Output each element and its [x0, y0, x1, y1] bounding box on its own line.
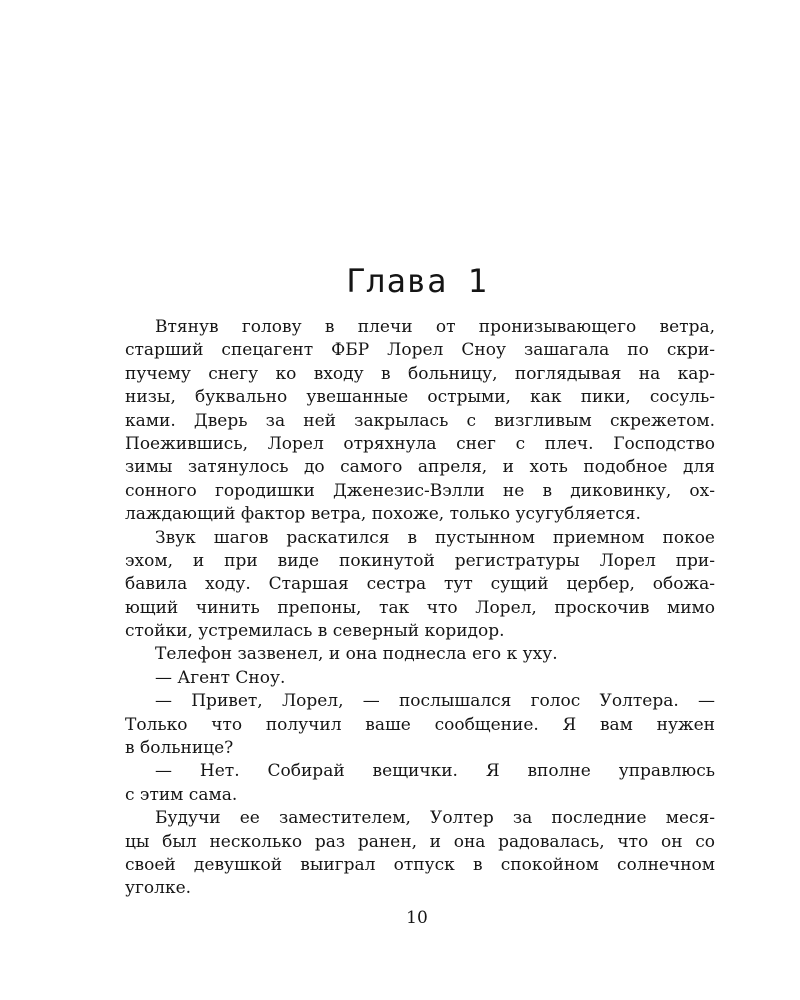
text-line: с этим сама.	[125, 784, 238, 805]
text-line: Звук шагов раскатился в пустынном приемном покое	[155, 527, 715, 548]
chapter-title: Глава 1	[346, 262, 488, 300]
chapter-body-text	[125, 316, 715, 901]
text-line: сонного городишки Дженезис-Вэлли не в диковинку, ох-	[125, 480, 715, 501]
text-line: ками. Дверь за ней закрылась с визгливым скрежетом.	[125, 410, 715, 431]
text-line: Телефон зазвенел, и она поднесла его к уху.	[155, 644, 558, 665]
text-line: лаждающий фактор ветра, похоже, только усугубляется.	[125, 504, 641, 525]
text-line: зимы затянулось до самого апреля, и хоть подобное для	[125, 457, 715, 478]
text-line: старший спецагент ФБР Лорел Сноу зашагала по скри-	[125, 340, 715, 361]
text-line: эхом, и при виде покинутой регистратуры Лорел при-	[125, 550, 715, 571]
text-line: своей девушкой выиграл отпуск в спокойном солнечном	[125, 854, 715, 875]
text-line: Будучи ее заместителем, Уолтер за последние меся-	[155, 808, 715, 829]
text-line: Поежившись, Лорел отряхнула снег с плеч. Господство	[125, 433, 715, 454]
text-line: ющий чинить препоны, так что Лорел, проскочив мимо	[125, 597, 715, 618]
text-line: цы был несколько раз ранен, и она радовалась, что он со	[125, 831, 715, 852]
text-line: в больнице?	[125, 738, 234, 759]
text-line: пучему снегу ко входу в больницу, поглядывая на кар-	[125, 363, 715, 384]
text-line: низы, буквально увешанные острыми, как пики, сосуль-	[125, 387, 715, 408]
text-line: — Агент Сноу.	[155, 667, 286, 688]
page-number: 10	[406, 908, 428, 928]
text-line: уголке.	[125, 878, 192, 899]
text-line: стойки, устремилась в северный коридор.	[125, 621, 505, 642]
text-line: — Привет, Лорел, — послышался голос Уолтера. —	[155, 691, 715, 712]
text-line: Только что получил ваше сообщение. Я вам нужен	[125, 714, 715, 735]
text-line: бавила ходу. Старшая сестра тут сущий цербер, обожа-	[125, 574, 715, 595]
text-line: — Нет. Собирай вещички. Я вполне управлюсь	[155, 761, 715, 782]
text-line: Втянув голову в плечи от пронизывающего ветра,	[155, 317, 715, 337]
